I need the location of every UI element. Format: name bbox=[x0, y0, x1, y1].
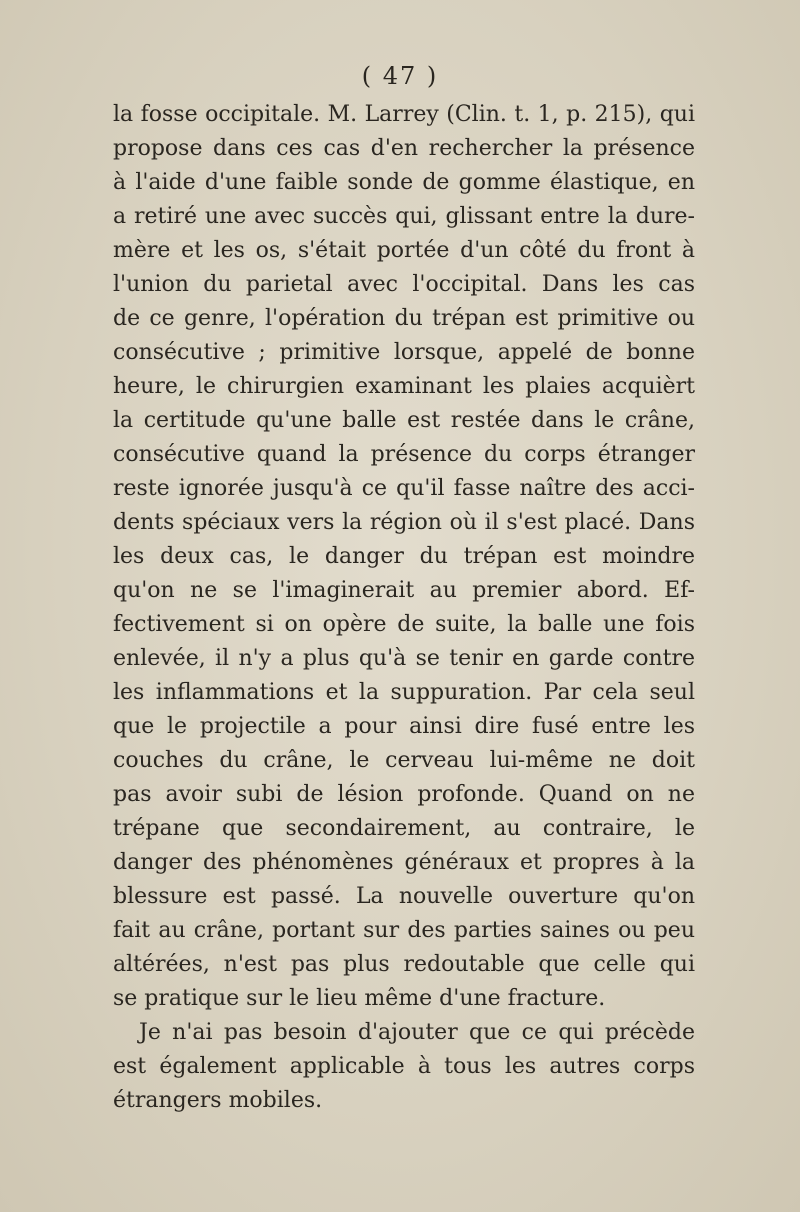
text-line: pas avoir subi de lésion profonde. Quand on ne bbox=[113, 782, 695, 807]
text-line: dents spéciaux vers la région où il s'est placé. Dans bbox=[113, 510, 695, 535]
page-number: ( 47 ) bbox=[361, 62, 439, 90]
text-line: est également applicable à tous les autres corps bbox=[113, 1054, 695, 1079]
text-line: a retiré une avec succès qui, glissant entre la dure- bbox=[113, 204, 695, 229]
text-line: propose dans ces cas d'en rechercher la présence bbox=[113, 136, 695, 161]
paragraph-2 bbox=[113, 1016, 695, 1118]
text-line: Je n'ai pas besoin d'ajouter que ce qui précède bbox=[139, 1020, 695, 1045]
text-line: consécutive ; primitive lorsque, appelé de bonne bbox=[113, 340, 695, 365]
text-line: étrangers mobiles. bbox=[113, 1088, 323, 1113]
text-line: enlevée, il n'y a plus qu'à se tenir en garde contre bbox=[113, 646, 695, 671]
text-line: fait au crâne, portant sur des parties saines ou peu bbox=[113, 918, 695, 943]
text-line: danger des phénomènes généraux et propres à la bbox=[113, 850, 695, 875]
text-line: mère et les os, s'était portée d'un côté du front à bbox=[113, 238, 695, 263]
text-line: la fosse occipitale. M. Larrey (Clin. t. 1, p. 215), qui bbox=[113, 102, 695, 127]
text-line: couches du crâne, le cerveau lui-même ne doit bbox=[113, 748, 695, 773]
text-line: les inflammations et la suppuration. Par cela seul bbox=[113, 680, 695, 705]
paragraph-1 bbox=[113, 98, 695, 1016]
text-line: la certitude qu'une balle est restée dans le crâne, bbox=[113, 408, 695, 433]
text-line: consécutive quand la présence du corps étranger bbox=[113, 442, 695, 467]
text-line: que le projectile a pour ainsi dire fusé entre les bbox=[113, 714, 695, 739]
text-line: heure, le chirurgien examinant les plaies acquièrt bbox=[113, 374, 695, 399]
body-text bbox=[113, 98, 695, 1118]
text-line: se pratique sur le lieu même d'une fracture. bbox=[113, 986, 606, 1011]
text-line: trépane que secondairement, au contraire, le bbox=[113, 816, 695, 841]
text-line: fectivement si on opère de suite, la balle une fois bbox=[113, 612, 695, 637]
text-line: altérées, n'est pas plus redoutable que celle qui bbox=[113, 952, 695, 977]
text-line: l'union du parietal avec l'occipital. Dans les cas bbox=[113, 272, 695, 297]
text-line: de ce genre, l'opération du trépan est primitive ou bbox=[113, 306, 695, 331]
text-line: reste ignorée jusqu'à ce qu'il fasse naître des acci- bbox=[113, 476, 695, 501]
text-line: qu'on ne se l'imaginerait au premier abord. Ef- bbox=[113, 578, 695, 603]
text-line: blessure est passé. La nouvelle ouverture qu'on bbox=[113, 884, 695, 909]
text-line: à l'aide d'une faible sonde de gomme élastique, en bbox=[113, 170, 695, 195]
text-line: les deux cas, le danger du trépan est moindre bbox=[113, 544, 695, 569]
